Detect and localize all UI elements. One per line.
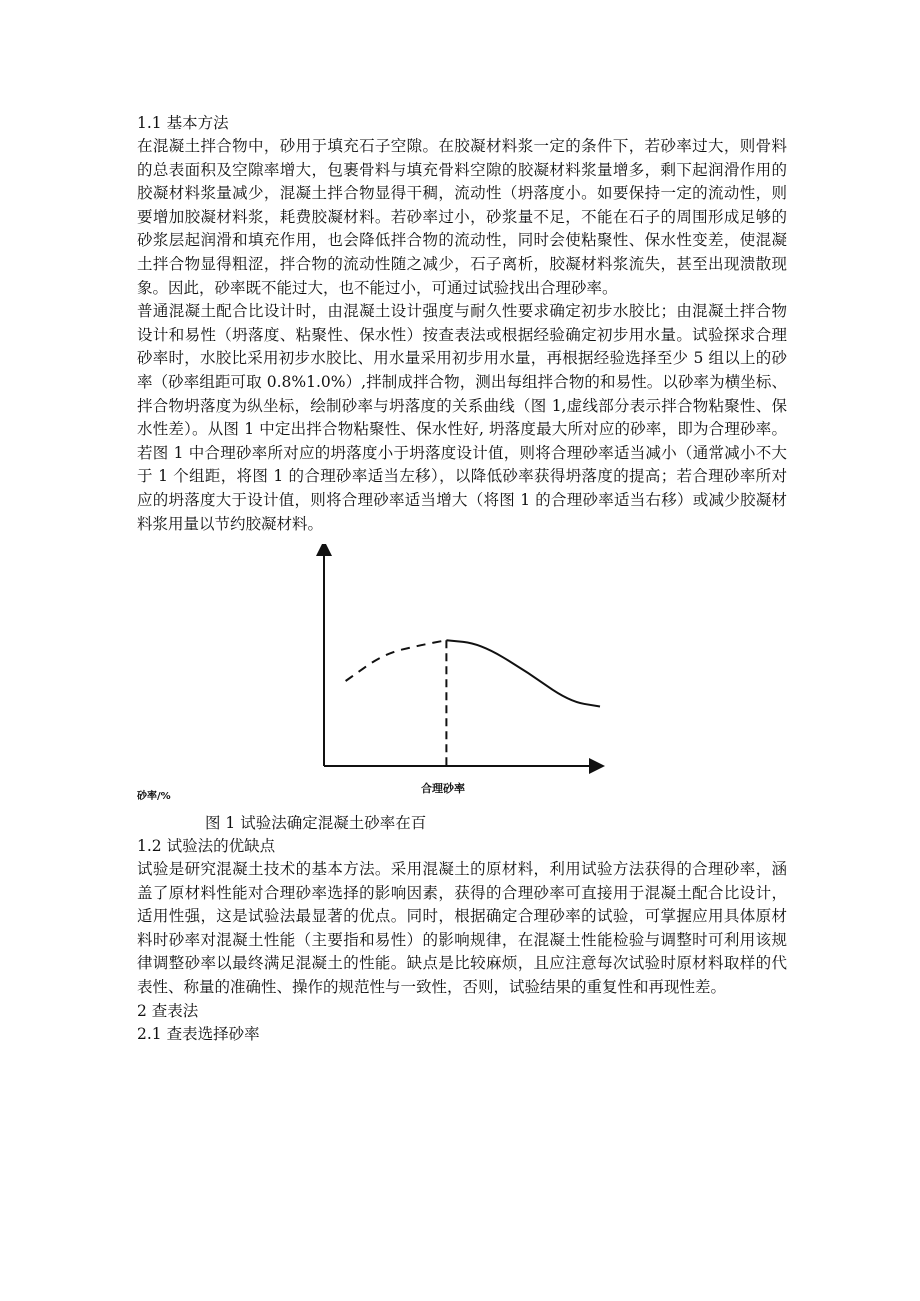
- section-heading-1-2: 1.2 试验法的优缺点: [137, 837, 276, 856]
- paragraph-pros-cons: 试验是研究混凝土技术的基本方法。采用混凝土的原材料，利用试验方法获得的合理砂率，涵盖了原材料性能对合理砂率选择的影响因素，获得的合理砂率可直接用于混凝土配合比设计，适用性强，这是试验法最显著的优点。同时，根据确定合理砂率的试验，可掌握应用具体原材料时砂率对混凝土性能（主要指和易性）的影响规律，在混凝土性能检验与调整时可利用该规律调整砂率以最终满足混凝土的性能。缺点是比较麻烦，且应注意每次试验时原材料取样的代表性、称量的准确性、操作的规范性与一致性，否则，试验结果的重复性和再现性差。: [137, 860, 787, 997]
- x-axis-label: 砂率/%: [137, 791, 171, 803]
- sand-ratio-chart: [137, 544, 787, 806]
- figure-caption: 图 1 试验法确定混凝土砂率在百: [205, 814, 427, 833]
- optimum-sand-ratio-label: 合理砂率: [421, 782, 465, 796]
- section-heading-2: 2 查表法: [137, 1001, 199, 1020]
- paragraph-test-procedure: 普通混凝土配合比设计时，由混凝土设计强度与耐久性要求确定初步水胶比；由混凝土拌合物设计和易性（坍落度、粘聚性、保水性）按查表法或根据经验确定初步用水量。试验探求合理砂率时，水胶比采用初步水胶比、用水量采用初步用水量，再根据经验选择至少 5 组以上的砂率（砂率组距可取 0.8%1.0%）,拌制成拌合物，测出每组拌合物的和易性。以砂率为横坐标、拌合物坍落度为纵坐标，绘制砂率与坍落度的关系曲线（图 1,虚线部分表示拌合物粘聚性、保水性差）。从图 1 中定出拌合物粘聚性、保水性好, 坍落度最大所对应的砂率，即为合理砂率。若图 1 中合理砂率所对应的坍落度小于坍落度设计值，则将合理砂率适当减小（通常减小不大于 1 个组距，将图 1 的合理砂率适当左移），以降低砂率获得坍落度的提高；若合理砂率所对应的坍落度大于设计值，则将合理砂率适当增大（将图 1 的合理砂率适当右移）或减少胶凝材料浆用量以节约胶凝材料。: [137, 302, 787, 533]
- figure-sand-ratio-curve: [137, 544, 787, 806]
- section-heading-2-1: 2.1 查表选择砂率: [137, 1024, 260, 1043]
- document-page: [137, 112, 787, 1046]
- paragraph-basic-method: 在混凝土拌合物中，砂用于填充石子空隙。在胶凝材料浆一定的条件下，若砂率过大，则骨料的总表面积及空隙率增大，包裹骨料与填充骨料空隙的胶凝材料浆量增多，剩下起润滑作用的胶凝材料浆量减少，混凝土拌合物显得干稠，流动性（坍落度小。如要保持一定的流动性，则要增加胶凝材料浆，耗费胶凝材料。若砂率过小，砂浆量不足，不能在石子的周围形成足够的砂浆层起润滑和填充作用，也会降低拌合物的流动性，同时会使粘聚性、保水性变差，使混凝土拌合物显得粗涩，拌合物的流动性随之减少，石子离析，胶凝材料浆流失，甚至出现溃散现象。因此，砂率既不能过大，也不能过小，可通过试验找出合理砂率。: [137, 137, 787, 297]
- section-heading-1-1: 1.1 基本方法: [137, 114, 229, 132]
- curve-solid-segment: [446, 640, 600, 706]
- curve-dashed-segment: [346, 640, 447, 681]
